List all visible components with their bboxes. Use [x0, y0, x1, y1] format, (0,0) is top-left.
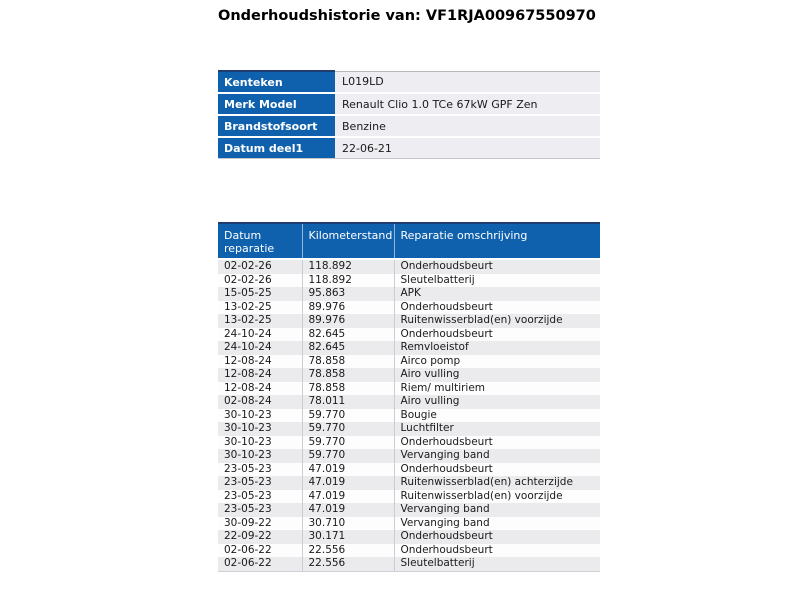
- cell-kilometerstand: 59.770: [302, 449, 394, 463]
- cell-reparatie-omschrijving: Vervanging band: [394, 449, 600, 463]
- table-row: [218, 301, 600, 315]
- cell-kilometerstand: 78.858: [302, 368, 394, 382]
- cell-kilometerstand: 22.556: [302, 544, 394, 558]
- cell-kilometerstand: 89.976: [302, 314, 394, 328]
- vehicle-info-body: [218, 71, 600, 159]
- cell-kilometerstand: 30.710: [302, 517, 394, 531]
- cell-datum-reparatie: 12-08-24: [218, 368, 302, 382]
- cell-reparatie-omschrijving: Ruitenwisserblad(en) voorzijde: [394, 314, 600, 328]
- cell-datum-reparatie: 24-10-24: [218, 341, 302, 355]
- table-row: [218, 259, 600, 274]
- cell-reparatie-omschrijving: Onderhoudsbeurt: [394, 530, 600, 544]
- maintenance-history-table: [218, 222, 600, 572]
- info-row: [218, 93, 600, 115]
- table-row: [218, 544, 600, 558]
- cell-datum-reparatie: 30-10-23: [218, 449, 302, 463]
- column-header-datum-reparatie: Datum reparatie: [218, 223, 302, 259]
- info-label: Kenteken: [218, 71, 335, 93]
- cell-reparatie-omschrijving: Bougie: [394, 409, 600, 423]
- cell-datum-reparatie: 30-09-22: [218, 517, 302, 531]
- cell-kilometerstand: 78.858: [302, 355, 394, 369]
- cell-reparatie-omschrijving: Onderhoudsbeurt: [394, 436, 600, 450]
- cell-reparatie-omschrijving: Airco pomp: [394, 355, 600, 369]
- cell-kilometerstand: 59.770: [302, 409, 394, 423]
- cell-datum-reparatie: 02-08-24: [218, 395, 302, 409]
- cell-reparatie-omschrijving: Ruitenwisserblad(en) voorzijde: [394, 490, 600, 504]
- table-row: [218, 368, 600, 382]
- vehicle-info-table: [218, 70, 600, 159]
- cell-reparatie-omschrijving: Onderhoudsbeurt: [394, 259, 600, 274]
- info-row: [218, 137, 600, 159]
- cell-kilometerstand: 30.171: [302, 530, 394, 544]
- cell-reparatie-omschrijving: Vervanging band: [394, 503, 600, 517]
- info-value: 22-06-21: [335, 137, 600, 159]
- cell-reparatie-omschrijving: Sleutelbatterij: [394, 557, 600, 571]
- cell-datum-reparatie: 30-10-23: [218, 436, 302, 450]
- cell-reparatie-omschrijving: Riem/ multiriem: [394, 382, 600, 396]
- cell-kilometerstand: 59.770: [302, 422, 394, 436]
- cell-datum-reparatie: 02-06-22: [218, 544, 302, 558]
- cell-reparatie-omschrijving: Airo vulling: [394, 368, 600, 382]
- info-label: Brandstofsoort: [218, 115, 335, 137]
- cell-reparatie-omschrijving: Ruitenwisserblad(en) achterzijde: [394, 476, 600, 490]
- cell-kilometerstand: 47.019: [302, 503, 394, 517]
- table-row: [218, 274, 600, 288]
- table-row: [218, 395, 600, 409]
- table-row: [218, 409, 600, 423]
- info-label: Datum deel1: [218, 137, 335, 159]
- cell-datum-reparatie: 13-02-25: [218, 314, 302, 328]
- cell-datum-reparatie: 02-02-26: [218, 274, 302, 288]
- page-title: Onderhoudshistorie van: VF1RJA00967550970: [218, 8, 596, 24]
- cell-datum-reparatie: 23-05-23: [218, 490, 302, 504]
- info-row: [218, 115, 600, 137]
- table-row: [218, 422, 600, 436]
- column-header-reparatie-omschrijving: Reparatie omschrijving: [394, 223, 600, 259]
- cell-reparatie-omschrijving: Onderhoudsbeurt: [394, 544, 600, 558]
- cell-reparatie-omschrijving: Airo vulling: [394, 395, 600, 409]
- table-row: [218, 328, 600, 342]
- cell-kilometerstand: 89.976: [302, 301, 394, 315]
- cell-datum-reparatie: 30-10-23: [218, 409, 302, 423]
- cell-datum-reparatie: 30-10-23: [218, 422, 302, 436]
- cell-kilometerstand: 95.863: [302, 287, 394, 301]
- cell-reparatie-omschrijving: APK: [394, 287, 600, 301]
- cell-datum-reparatie: 15-05-25: [218, 287, 302, 301]
- info-value: Benzine: [335, 115, 600, 137]
- maintenance-history-body: [218, 259, 600, 571]
- cell-datum-reparatie: 02-02-26: [218, 259, 302, 274]
- cell-reparatie-omschrijving: Sleutelbatterij: [394, 274, 600, 288]
- table-row: [218, 476, 600, 490]
- column-header-kilometerstand: Kilometerstand: [302, 223, 394, 259]
- cell-datum-reparatie: 23-05-23: [218, 463, 302, 477]
- cell-kilometerstand: 78.011: [302, 395, 394, 409]
- cell-kilometerstand: 47.019: [302, 463, 394, 477]
- table-row: [218, 503, 600, 517]
- table-row: [218, 449, 600, 463]
- table-row: [218, 287, 600, 301]
- cell-kilometerstand: 118.892: [302, 259, 394, 274]
- cell-kilometerstand: 59.770: [302, 436, 394, 450]
- cell-reparatie-omschrijving: Remvloeistof: [394, 341, 600, 355]
- cell-kilometerstand: 22.556: [302, 557, 394, 571]
- table-row: [218, 436, 600, 450]
- cell-kilometerstand: 47.019: [302, 490, 394, 504]
- cell-kilometerstand: 78.858: [302, 382, 394, 396]
- cell-kilometerstand: 82.645: [302, 341, 394, 355]
- table-row: [218, 530, 600, 544]
- table-row: [218, 517, 600, 531]
- table-row: [218, 382, 600, 396]
- info-row: [218, 71, 600, 93]
- cell-reparatie-omschrijving: Vervanging band: [394, 517, 600, 531]
- cell-reparatie-omschrijving: Onderhoudsbeurt: [394, 463, 600, 477]
- cell-datum-reparatie: 22-09-22: [218, 530, 302, 544]
- cell-datum-reparatie: 23-05-23: [218, 476, 302, 490]
- table-row: [218, 341, 600, 355]
- cell-datum-reparatie: 02-06-22: [218, 557, 302, 571]
- table-row: [218, 557, 600, 571]
- cell-reparatie-omschrijving: Onderhoudsbeurt: [394, 301, 600, 315]
- info-label: Merk Model: [218, 93, 335, 115]
- table-row: [218, 463, 600, 477]
- cell-kilometerstand: 47.019: [302, 476, 394, 490]
- cell-datum-reparatie: 13-02-25: [218, 301, 302, 315]
- cell-reparatie-omschrijving: Onderhoudsbeurt: [394, 328, 600, 342]
- cell-reparatie-omschrijving: Luchtfilter: [394, 422, 600, 436]
- cell-datum-reparatie: 12-08-24: [218, 355, 302, 369]
- table-header-row: [218, 223, 600, 259]
- info-value: Renault Clio 1.0 TCe 67kW GPF Zen: [335, 93, 600, 115]
- table-row: [218, 355, 600, 369]
- info-value: L019LD: [335, 71, 600, 93]
- cell-datum-reparatie: 23-05-23: [218, 503, 302, 517]
- table-row: [218, 490, 600, 504]
- cell-datum-reparatie: 12-08-24: [218, 382, 302, 396]
- cell-kilometerstand: 118.892: [302, 274, 394, 288]
- cell-kilometerstand: 82.645: [302, 328, 394, 342]
- cell-datum-reparatie: 24-10-24: [218, 328, 302, 342]
- table-row: [218, 314, 600, 328]
